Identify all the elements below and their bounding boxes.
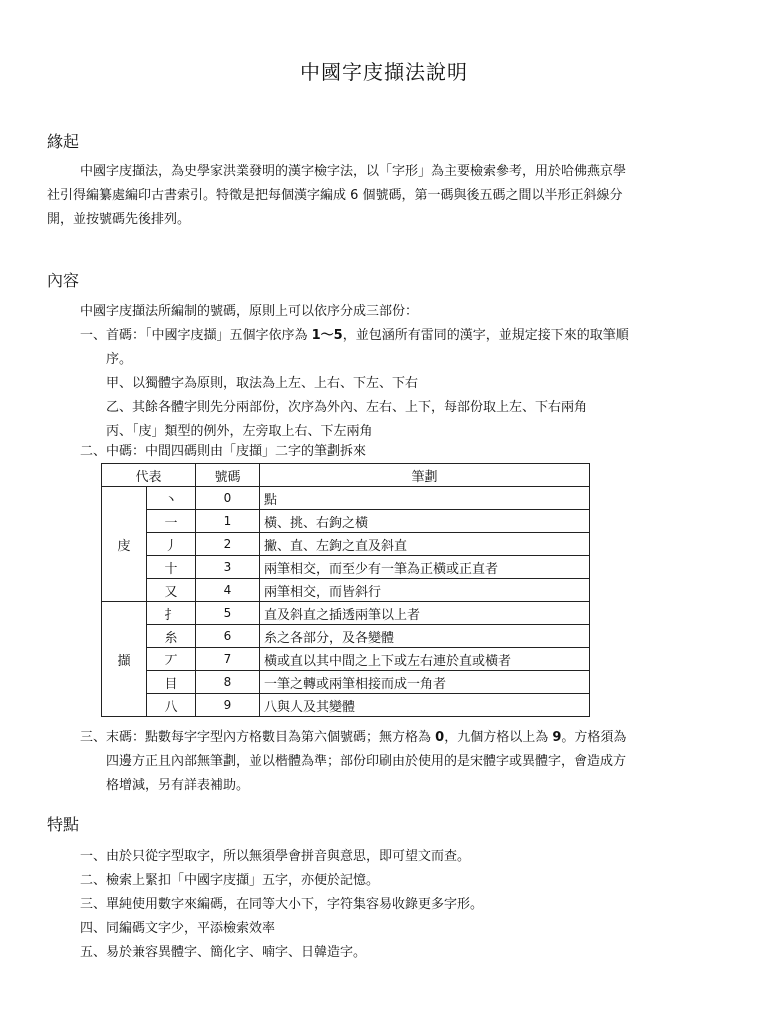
section-heading-content: 內容 — [47, 271, 80, 290]
features-item-1: 一、由於只從字型取字，所以無須學會拼音與意思，即可望文而查。 — [80, 849, 471, 864]
table-desc-cell: 八與人及其變體 — [260, 694, 590, 717]
content-item-1-range: 1～5 — [311, 328, 343, 343]
content-item-3-text-a: 三、末碼：點數每字字型內方格數目為第六個號碼；無方格為 — [80, 730, 436, 745]
table-stroke-cell: 丿 — [147, 533, 196, 556]
content-item-3-text-b: ，九個方格以上為 — [444, 730, 553, 745]
content-sub-c: 丙、「庋」類型的例外，左旁取上右、下左兩角 — [106, 424, 373, 439]
table-rep-cell: 庋 — [102, 487, 147, 602]
table-stroke-cell: 八 — [147, 694, 196, 717]
features-item-4: 四、同編碼文字少，平添檢索效率 — [80, 921, 276, 936]
table-header-num: 號碼 — [196, 464, 260, 487]
table-desc-cell: 撇、直、左鉤之直及斜直 — [260, 533, 590, 556]
table-num-cell: 6 — [196, 625, 260, 648]
table-desc-cell: 橫、挑、右鉤之橫 — [260, 510, 590, 533]
content-item-3-line-2: 四邊方正且內部無筆劃，並以楷體為準；部份印刷由於使用的是宋體字或異體字，會造成方 — [106, 754, 627, 769]
content-item-2: 二、中碼：中間四碼則由「庋擷」二字的筆劃拆來 — [80, 444, 367, 459]
content-item-1-text-a: 一、首碼：「中國字庋擷」五個字依序為 — [80, 328, 312, 343]
section-heading-features: 特點 — [47, 815, 80, 834]
content-item-3-num-0: 0 — [435, 730, 445, 745]
section-heading-origin: 緣起 — [47, 132, 80, 151]
table-num-cell: 2 — [196, 533, 260, 556]
table-desc-cell: 橫或直以其中間之上下或左右連於直或橫者 — [260, 648, 590, 671]
table-stroke-cell: 丶 — [147, 487, 196, 510]
table-stroke-cell: 十 — [147, 556, 196, 579]
features-item-2: 二、檢索上緊扣「中國字庋擷」五字，亦便於記憶。 — [80, 873, 380, 888]
table-num-cell: 9 — [196, 694, 260, 717]
table-row — [102, 556, 590, 579]
table-stroke-cell: 目 — [147, 671, 196, 694]
content-sub-a: 甲、以獨體字為原則，取法為上左、上右、下左、下右 — [106, 376, 419, 391]
table-stroke-cell: 一 — [147, 510, 196, 533]
table-desc-cell: 糸之各部分，及各變體 — [260, 625, 590, 648]
table-desc-cell: 點 — [260, 487, 590, 510]
content-item-1-text-b: ，並包涵所有雷同的漢字，並規定接下來的取筆順 — [342, 328, 629, 343]
content-item-3 — [80, 726, 626, 750]
table-row — [102, 625, 590, 648]
features-item-5: 五、易於兼容異體字、簡化字、喃字、日韓造字。 — [80, 945, 367, 960]
table-num-cell: 7 — [196, 648, 260, 671]
table-desc-cell: 兩筆相交，而至少有一筆為正橫或正直者 — [260, 556, 590, 579]
page-title: 中國字庋擷法說明 — [300, 60, 468, 84]
table-row — [102, 487, 590, 510]
table-row — [102, 579, 590, 602]
table-num-cell: 8 — [196, 671, 260, 694]
content-intro: 中國字庋擷法所編制的號碼，原則上可以依序分成三部份： — [80, 304, 419, 319]
content-item-3-text-c: 。方格須為 — [561, 730, 627, 745]
content-item-1-continuation: 序。 — [106, 352, 133, 367]
table-row — [102, 533, 590, 556]
table-desc-cell: 兩筆相交，而皆斜行 — [260, 579, 590, 602]
table-num-cell: 5 — [196, 602, 260, 625]
features-item-3: 三、單純使用數字來編碼，在同等大小下，字符集容易收錄更多字形。 — [80, 897, 484, 912]
table-header-desc: 筆劃 — [260, 464, 590, 487]
stroke-code-table — [101, 463, 590, 717]
content-sub-b: 乙、其餘各體字則先分兩部份，次序為外內、左右、上下，每部份取上左、下右兩角 — [106, 400, 588, 415]
content-item-3-num-9: 9 — [552, 730, 562, 745]
table-stroke-cell: 丆 — [147, 648, 196, 671]
table-row — [102, 602, 590, 625]
origin-line-1: 中國字庋擷法，為史學家洪業發明的漢字檢字法，以「字形」為主要檢索參考，用於哈佛燕京學 — [80, 164, 627, 179]
table-header-rep: 代表 — [102, 464, 196, 487]
table-stroke-cell: 扌 — [147, 602, 196, 625]
table-num-cell: 0 — [196, 487, 260, 510]
table-num-cell: 1 — [196, 510, 260, 533]
table-row — [102, 648, 590, 671]
table-header-row — [102, 464, 590, 487]
content-item-1 — [80, 324, 629, 348]
table-row — [102, 510, 590, 533]
content-item-3-line-3: 格增減，另有詳表補助。 — [106, 778, 250, 793]
table-num-cell: 4 — [196, 579, 260, 602]
table-desc-cell: 直及斜直之插透兩筆以上者 — [260, 602, 590, 625]
origin-line-2: 社引得編纂處編印古書索引。特徵是把每個漢字編成 6 個號碼，第一碼與後五碼之間以半形正斜線分 — [47, 188, 623, 203]
table-row — [102, 694, 590, 717]
table-num-cell: 3 — [196, 556, 260, 579]
origin-line-3: 開，並按號碼先後排列。 — [47, 212, 191, 227]
table-desc-cell: 一筆之轉或兩筆相接而成一角者 — [260, 671, 590, 694]
table-row — [102, 671, 590, 694]
table-stroke-cell: 糸 — [147, 625, 196, 648]
table-stroke-cell: 又 — [147, 579, 196, 602]
table-rep-cell: 擷 — [102, 602, 147, 717]
